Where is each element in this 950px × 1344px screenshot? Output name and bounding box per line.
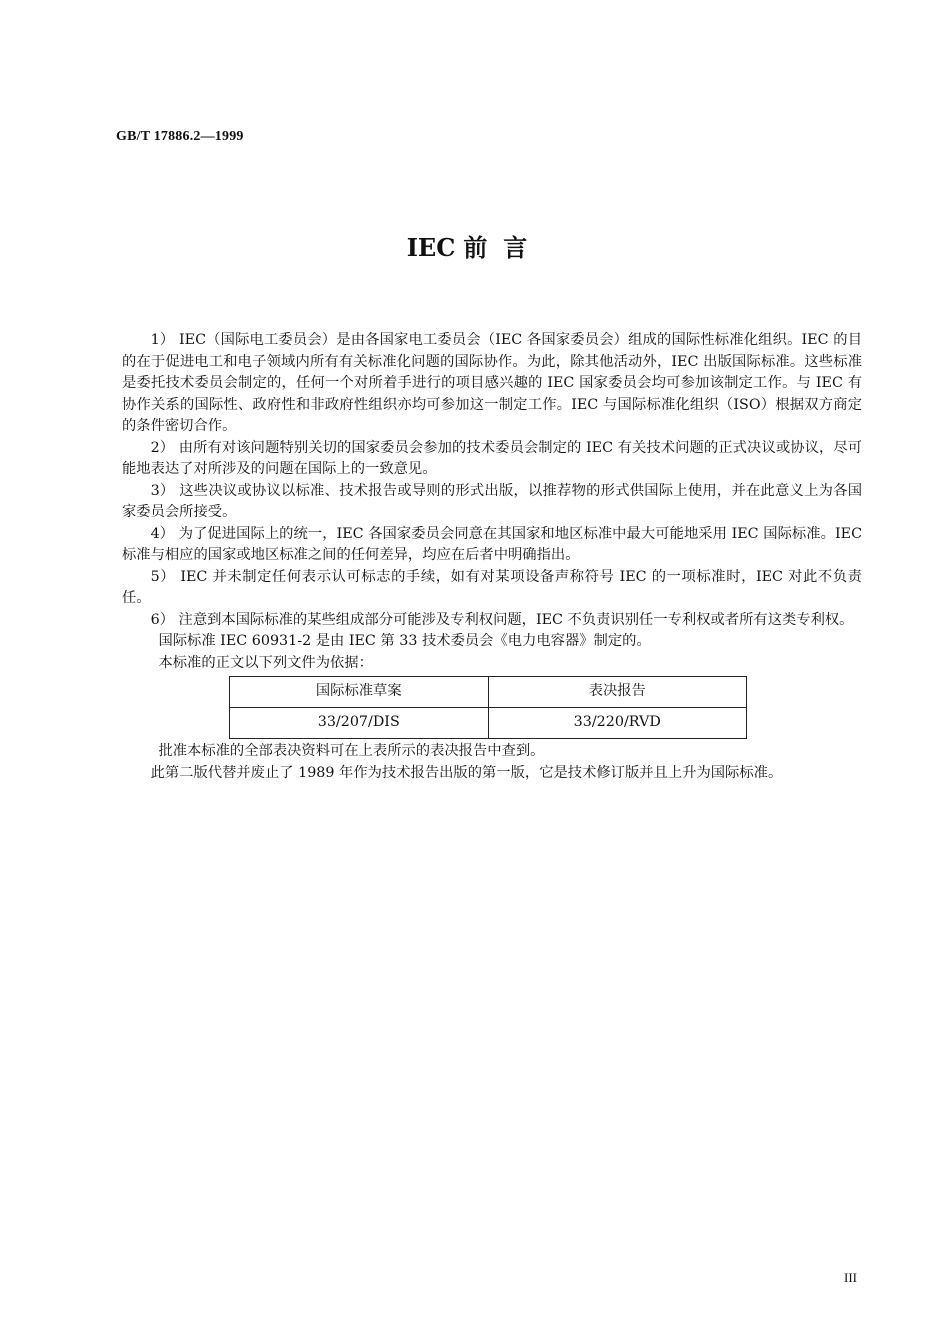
paragraph-text: IEC 并未制定任何表示认可标志的手续，如有对某项设备声称符号 IEC 的一项标准时，IEC 对此不负责任。: [122, 568, 862, 606]
table-header-cell: 表决报告: [488, 677, 747, 708]
paragraph-number: 5）: [150, 568, 176, 585]
closing-line-2: 此第二版代替并废止了 1989 年作为技术报告出版的第一版，它是技术修订版并且上升为国际标准。: [150, 764, 783, 781]
paragraph-1: [122, 330, 862, 438]
paragraph-number: 1）: [150, 332, 175, 348]
paragraph-number: 4）: [150, 525, 175, 542]
paragraph-text: 这些决议或协议以标准、技术报告或导则的形式出版，以推荐物的形式供国际上使用，并在此意义上为各国家委员会所接受。: [122, 482, 862, 520]
standard-code: GB/T 17886.2—1999: [116, 129, 244, 144]
paragraph-2: [122, 438, 862, 481]
title-word: 前言: [463, 233, 544, 262]
page-title: [0, 228, 950, 263]
paragraph-number: 2）: [150, 439, 175, 456]
paragraph-text: IEC（国际电工委员会）是由各国家电工委员会（IEC 各国家委员会）组成的国际性标准化组织。IEC 的目的在于促进电工和电子领域内所有有关标准化问题的国际协作。为此，除其他活动外，IEC 出版国际标准。这些标准是委托技术委员会制定的，任何一个对所着手进行的项目感兴趣的 IEC 国家委员会均可参加该制定工作。与 IEC 有协作关系的国际性、政府性和非政府性组织亦均可参加这一制定工作。IEC 与国际标准化组织（ISO）根据双方商定的条件密切合作。: [122, 332, 862, 434]
basis-documents-table: [229, 676, 747, 739]
closing-line-1: 批准本标准的全部表决资料可在上表所示的表决报告中查到。: [158, 743, 545, 759]
table-cell: 33/207/DIS: [230, 708, 489, 739]
intro-line-1: 国际标准 IEC 60931-2 是由 IEC 第 33 技术委员会《电力电容器》制定的。: [158, 633, 651, 649]
title-prefix: IEC: [406, 233, 456, 262]
paragraph-number: 3）: [150, 482, 175, 499]
paragraph-6: [122, 610, 862, 632]
paragraph-text: 注意到本国际标准的某些组成部分可能涉及专利权问题，IEC 不负责识别任一专利权或者所有这类专利权。: [178, 611, 854, 628]
paragraph-text: 为了促进国际上的统一，IEC 各国家委员会同意在其国家和地区标准中最大可能地采用 IEC 国际标准。IEC 标准与相应的国家或地区标准之间的任何差异，均应在后者中明确指出。: [122, 525, 863, 563]
table-row: [230, 708, 747, 739]
intro-line-2: 本标准的正文以下列文件为依据：: [158, 654, 373, 671]
paragraph-text: 由所有对该问题特别关切的国家委员会参加的技术委员会制定的 IEC 有关技术问题的正式决议或协议，尽可能地表达了对所涉及的问题在国际上的一致意见。: [122, 439, 863, 477]
paragraph-5: [122, 567, 862, 610]
page-number: III: [844, 1270, 857, 1285]
paragraph-4: [122, 524, 862, 567]
document-body: [122, 330, 862, 784]
table-cell: 33/220/RVD: [488, 708, 747, 739]
paragraph-number: 6）: [150, 611, 174, 628]
table-header-row: [230, 677, 747, 708]
paragraph-3: [122, 481, 862, 524]
table-header-cell: 国际标准草案: [230, 677, 489, 708]
